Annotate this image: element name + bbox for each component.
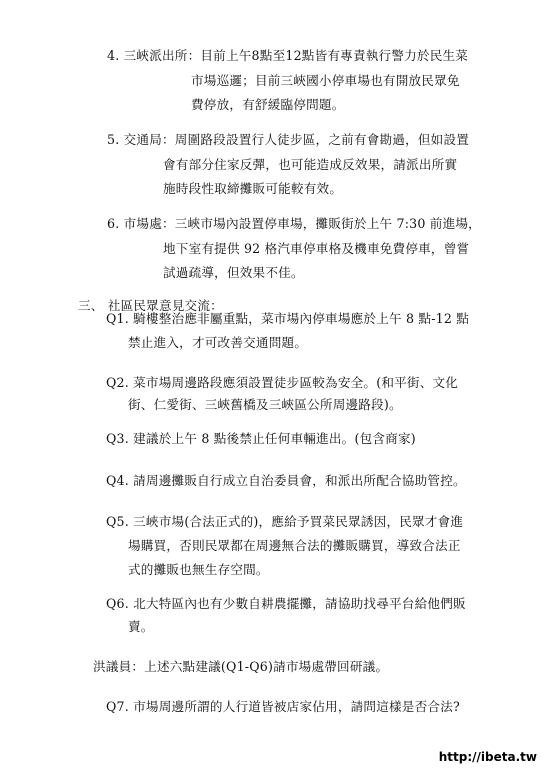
item-6-line-1: 6. 市場處：三峽市場內設置停車場，攤販街於上午 7:30 前進場，	[107, 216, 481, 231]
q3-line-1: Q3. 建議於上午 8 點後禁止任何車輛進出。(包含商家)	[106, 431, 416, 446]
watermark: http://ibeta.tw	[438, 750, 537, 764]
q5-line-2: 場購買，否則民眾都在周邊無合法的攤販購買，導致合法正	[128, 538, 461, 553]
item-4-line-3: 費停放，有舒緩臨停問題。	[191, 97, 345, 112]
q6-line-2: 賣。	[128, 619, 154, 634]
item-5-line-3: 施時段性取締攤販可能較有效。	[163, 181, 343, 196]
item-5-line-2: 會有部分住家反彈，也可能造成反效果，請派出所實	[163, 157, 458, 172]
q2-line-1: Q2. 菜市場周邊路段應須設置徒步區較為安全。(和平街、文化	[106, 375, 459, 390]
councilor-note: 洪議員：上述六點建議(Q1-Q6)請市場處帶回研議。	[93, 659, 389, 674]
q1-line-2: 禁止進入，才可改善交通問題。	[128, 335, 308, 350]
item-6-line-3: 試過疏導，但效果不佳。	[163, 265, 304, 280]
section-heading: 三、 社區民眾意見交流：	[78, 298, 223, 313]
q5-line-3: 式的攤販也無生存空間。	[128, 562, 269, 577]
q1-line-1: Q1. 騎樓整治應非屬重點，菜市場內停車場應於上午 8 點-12 點	[106, 311, 470, 326]
q6-line-1: Q6. 北大特區內也有少數自耕農擺攤，請協助找尋平台給他們販	[106, 596, 466, 611]
item-4-line-1: 4. 三峽派出所：目前上午8點至12點皆有專責執行警力於民生菜	[107, 48, 469, 63]
q4-line-1: Q4. 請周邊攤販自行成立自治委員會，和派出所配合協助管控。	[106, 473, 466, 488]
q7-line-1: Q7. 市場周邊所謂的人行道皆被店家佔用，請問這樣是否合法?	[106, 699, 460, 714]
item-4-line-2: 市場巡邏；目前三峽國小停車場也有開放民眾免	[191, 73, 460, 88]
item-5-line-1: 5. 交通局：周圍路段設置行人徒步區，之前有會勘過，但如設置	[107, 132, 470, 147]
q5-line-1: Q5. 三峽市場(合法正式的)，應給予買菜民眾誘因，民眾才會進	[106, 514, 464, 529]
q2-line-2: 街、仁愛街、三峽舊橋及三峽區公所周邊路段)。	[128, 397, 402, 412]
item-6-line-2: 地下室有提供 92 格汽車停車格及機車免費停車，曾嘗	[163, 241, 470, 256]
